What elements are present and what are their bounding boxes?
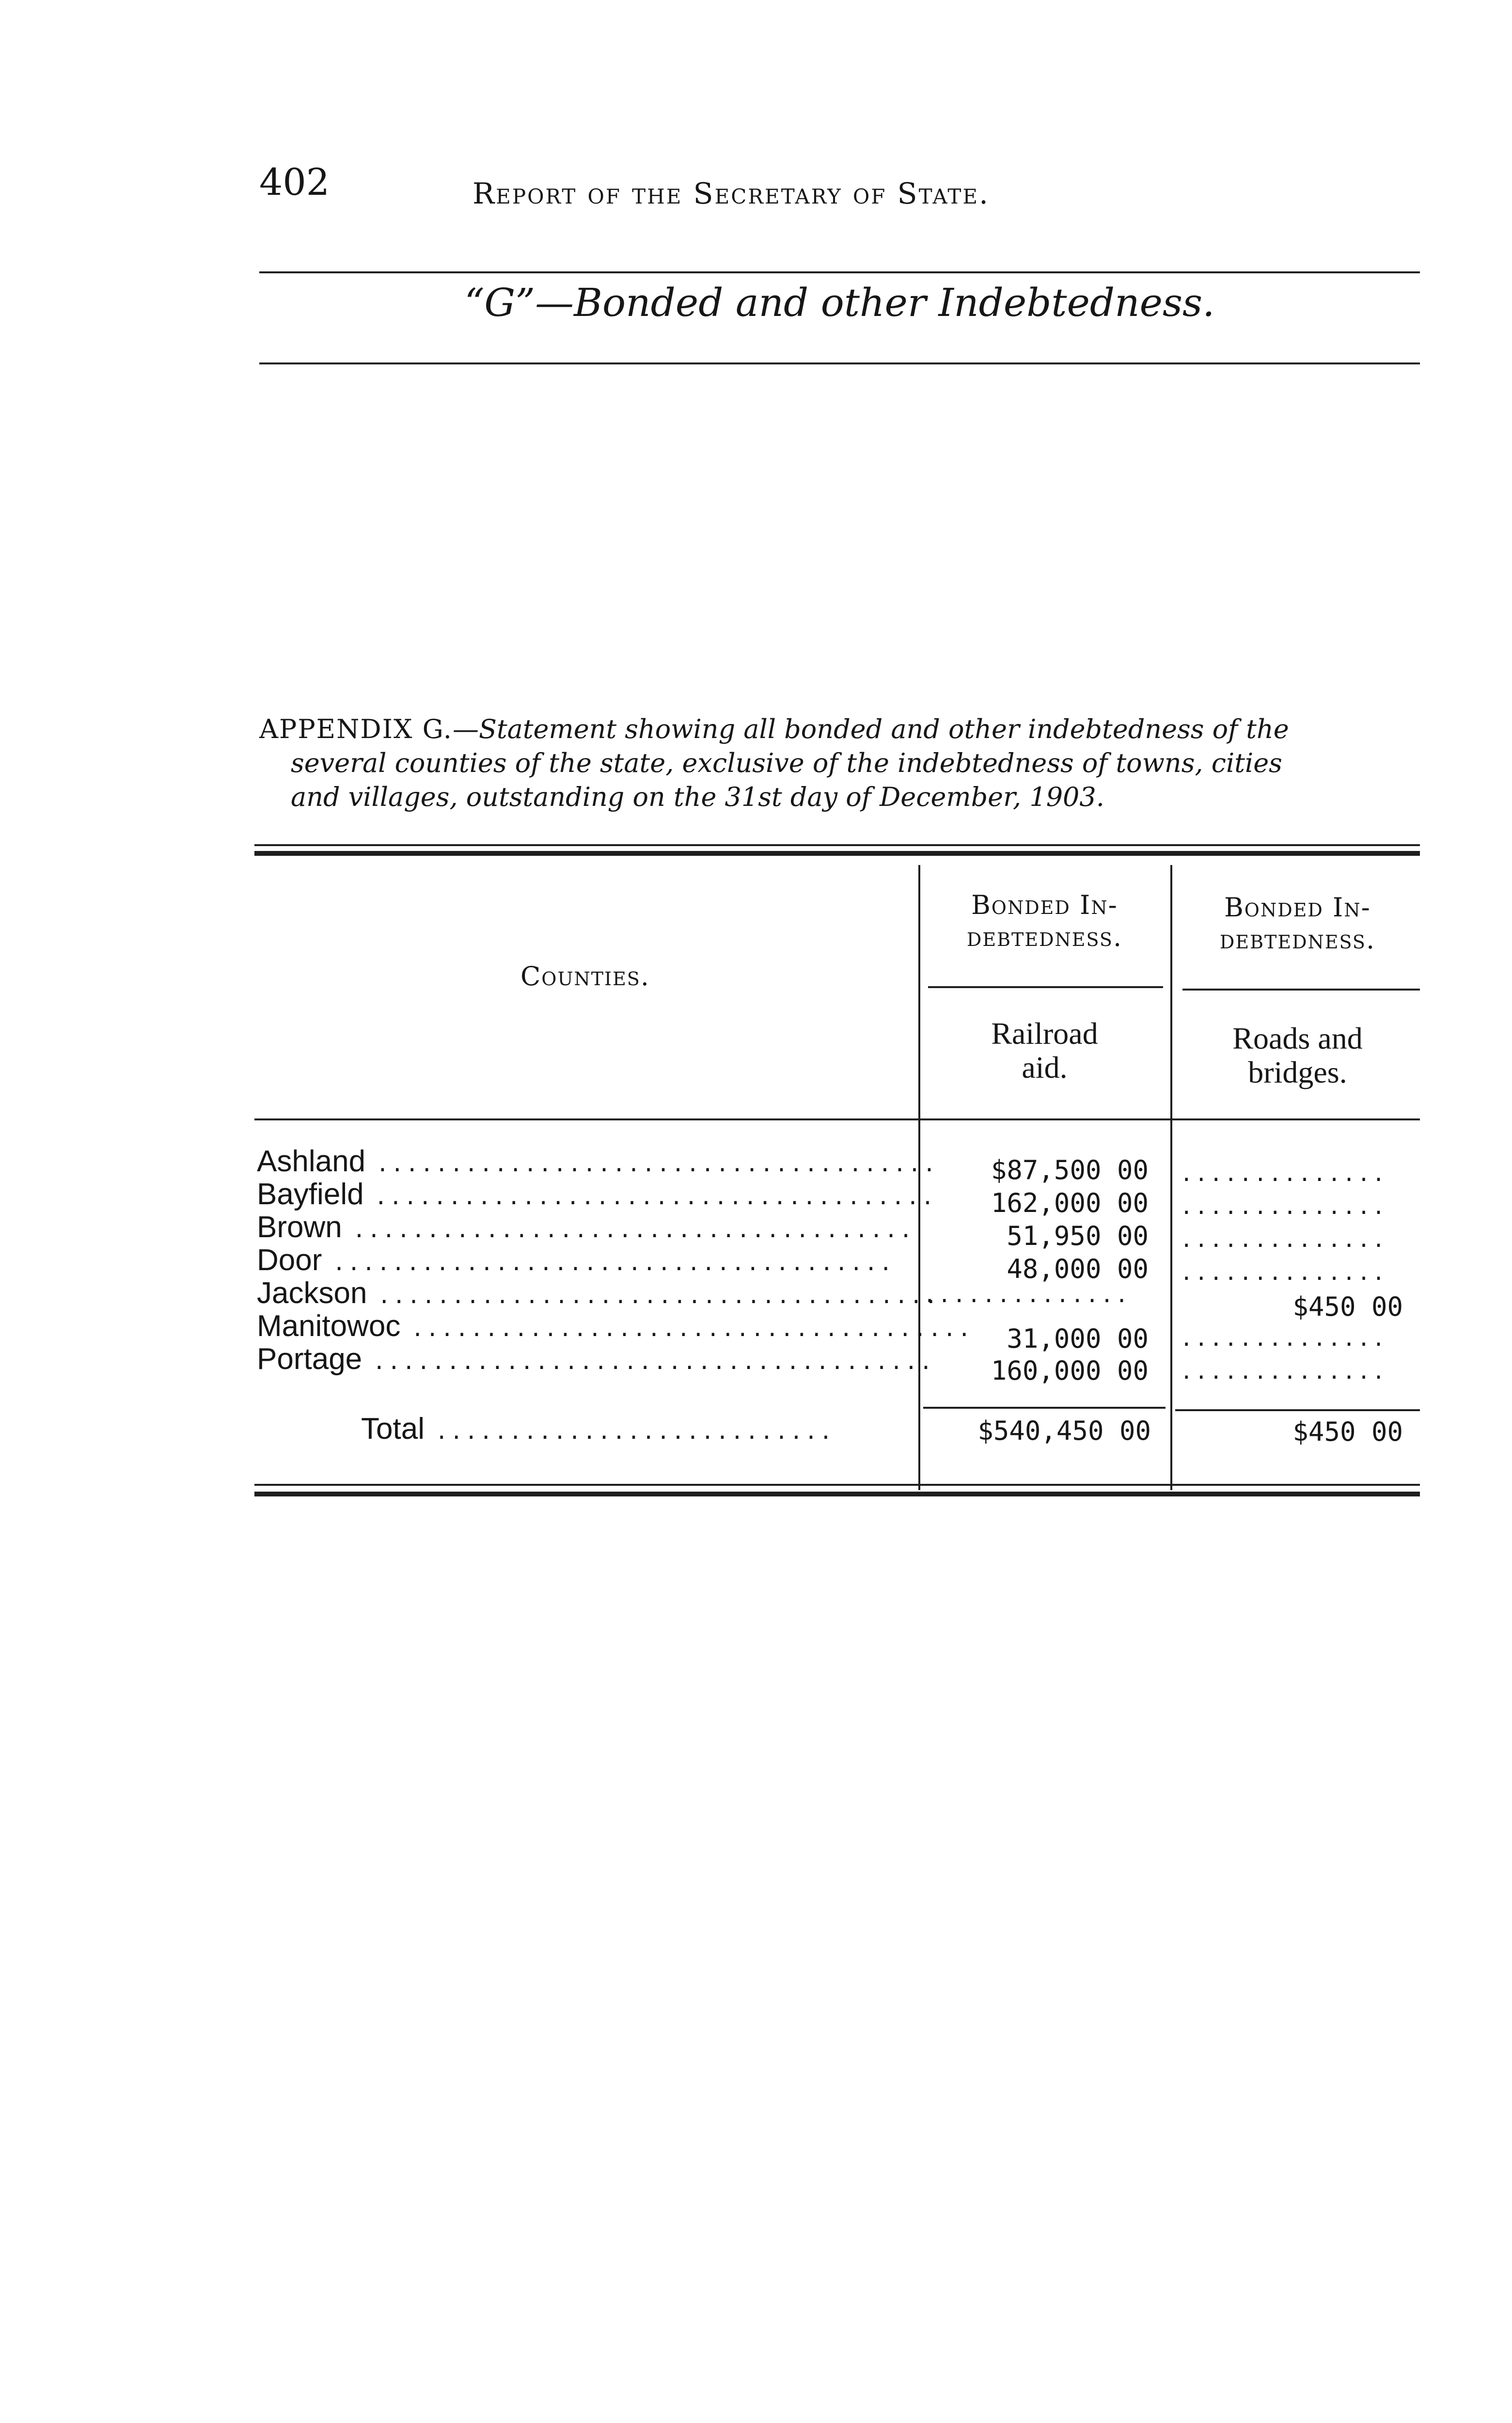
- county-cell: Bayfield ......................................: [257, 1178, 936, 1211]
- bonded-indebtedness-heading-2: Bonded In- debtedness.: [1219, 892, 1376, 955]
- railroad-aid-cell: 160,000 00: [991, 1355, 1149, 1386]
- county-name: Bayfield: [257, 1178, 364, 1211]
- roads-bridges-cell: ..............: [1180, 1227, 1387, 1252]
- table-top-rule-thin: [254, 844, 1420, 846]
- railroad-aid-cell: 31,000 00: [1007, 1323, 1149, 1354]
- railroad-sum-rule: [923, 1407, 1166, 1409]
- section-title: “G”—Bonded and other Indebtedness.: [464, 280, 1215, 325]
- appendix-text-1: —Statement showing all bonded and other indebtedness of the: [452, 714, 1289, 744]
- roads-bridges-cell: ..............: [1180, 1359, 1387, 1384]
- county-cell: Door ......................................: [257, 1243, 895, 1277]
- table-top-rule-thick: [254, 851, 1420, 856]
- roads-bridges-cell: ..............: [1180, 1260, 1387, 1285]
- table-row: [257, 1342, 1420, 1386]
- table-row: [257, 1309, 1420, 1354]
- appendix-statement-line-3: and villages, outstanding on the 31st day of December, 1903.: [291, 782, 1104, 812]
- roads-bridges-cell: ..............: [1180, 1326, 1387, 1351]
- county-name: Manitowoc: [257, 1309, 401, 1343]
- table-bottom-rule-thin: [254, 1484, 1420, 1486]
- counties-heading: Counties.: [520, 961, 650, 991]
- railroad-aid-total: $540,450 00: [977, 1416, 1151, 1446]
- table-bottom-rule-thick: [254, 1492, 1420, 1496]
- county-name: Ashland: [257, 1145, 366, 1178]
- railroad-aid-heading: Railroad aid.: [991, 1016, 1098, 1085]
- roads-sum-rule: [1175, 1409, 1420, 1411]
- title-rule: [259, 362, 1420, 364]
- header-bottom-rule: [254, 1118, 1420, 1120]
- county-name: Portage: [257, 1342, 362, 1376]
- total-label-cell: Total ...........................: [361, 1412, 835, 1446]
- total-row: [257, 1413, 1420, 1446]
- page-number: 402: [259, 160, 330, 204]
- appendix-statement-line-1: [259, 716, 1289, 742]
- table-row: [257, 1243, 1420, 1285]
- running-title: Report of the Secretary of State.: [472, 177, 990, 211]
- table-row: [257, 1145, 1420, 1186]
- roads-bridges-cell: ..............: [1180, 1162, 1387, 1186]
- bonded-heading-underline-1: [928, 986, 1163, 988]
- roads-bridges-heading: Roads and bridges.: [1232, 1021, 1363, 1089]
- county-cell: Portage ......................................: [257, 1342, 934, 1376]
- appendix-label: APPENDIX G.: [259, 714, 453, 744]
- bonded-indebtedness-heading-1: Bonded In- debtedness.: [966, 890, 1123, 952]
- total-label: Total: [361, 1412, 425, 1446]
- roads-bridges-cell: ..............: [1180, 1195, 1387, 1219]
- railroad-aid-cell: 48,000 00: [1007, 1254, 1149, 1284]
- bonded-heading-underline-2: [1182, 989, 1420, 991]
- county-cell: Jackson ......................................: [257, 1276, 940, 1310]
- railroad-aid-cell: 51,950 00: [1007, 1221, 1149, 1251]
- roads-bridges-total: $450 00: [1292, 1416, 1403, 1447]
- county-name: Jackson: [257, 1276, 367, 1310]
- table-row: [257, 1178, 1420, 1219]
- appendix-statement-line-2: several counties of the state, exclusive of the indebtedness of towns, cities: [291, 748, 1282, 778]
- county-cell: Ashland ......................................: [257, 1145, 938, 1178]
- county-cell: Brown ......................................: [257, 1211, 914, 1244]
- county-name: Brown: [257, 1211, 342, 1244]
- table-row: [257, 1276, 1420, 1322]
- railroad-aid-cell: ..............: [923, 1283, 1130, 1307]
- railroad-aid-cell: $87,500 00: [991, 1155, 1149, 1185]
- county-name: Door: [257, 1243, 322, 1277]
- railroad-aid-cell: 162,000 00: [991, 1188, 1149, 1218]
- county-cell: Manitowoc ......................................: [257, 1309, 973, 1343]
- header-rule: [259, 271, 1420, 273]
- roads-bridges-cell: $450 00: [1292, 1291, 1403, 1322]
- table-row: [257, 1211, 1420, 1252]
